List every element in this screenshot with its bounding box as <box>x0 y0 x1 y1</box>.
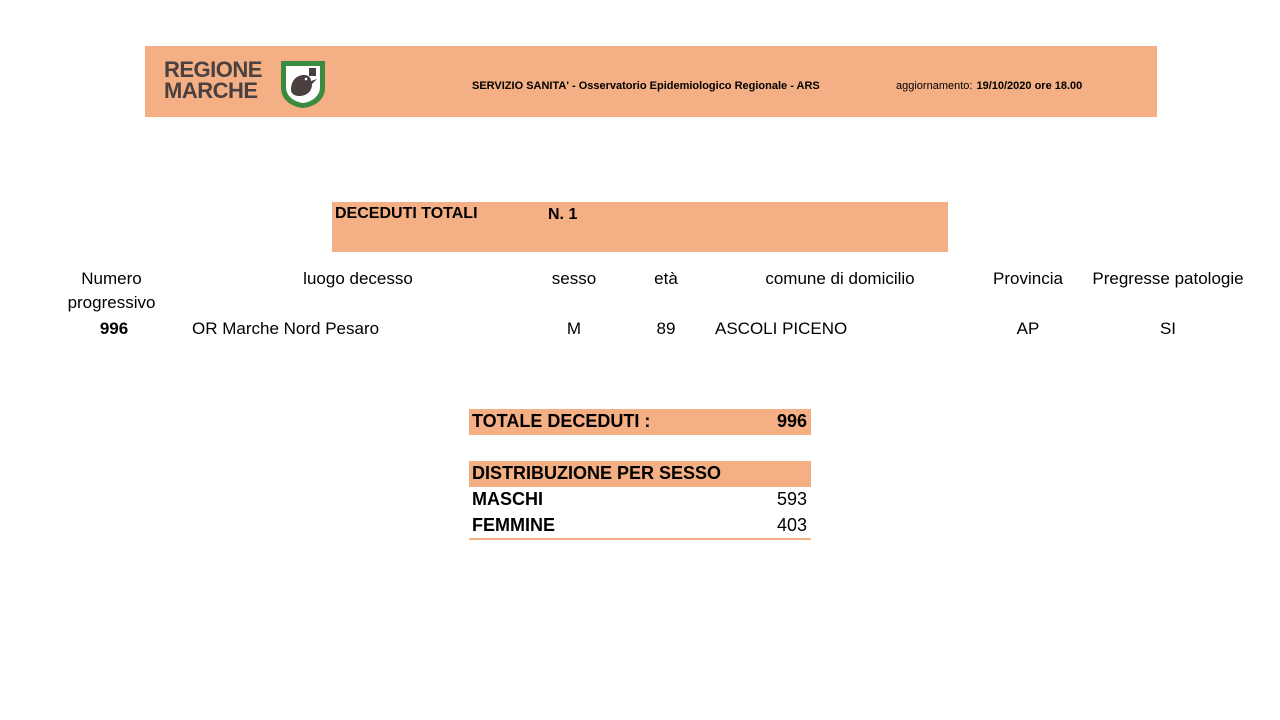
cell-eta: 89 <box>656 319 676 338</box>
cell-comune: ASCOLI PICENO <box>715 319 848 338</box>
total-deceased-value: 996 <box>776 411 807 431</box>
male-value: 593 <box>776 489 807 509</box>
distribution-underline <box>469 538 811 540</box>
female-value: 403 <box>776 515 807 535</box>
column-header-numero: Numero progressivo <box>67 269 156 312</box>
region-emblem-icon <box>278 58 328 110</box>
column-header-provincia: Provincia <box>993 269 1063 288</box>
column-header-comune: comune di domicilio <box>765 269 915 288</box>
cell-sesso: M <box>566 319 582 338</box>
deceased-total-label: DECEDUTI TOTALI <box>335 205 478 222</box>
update-label: aggiornamento: <box>896 80 973 92</box>
column-header-luogo: luogo decesso <box>303 269 413 288</box>
deceased-total-count: N. 1 <box>548 206 578 223</box>
column-header-patologie: Pregresse patologie <box>1092 269 1244 288</box>
logo-line-2: MARCHE <box>164 78 258 103</box>
total-deceased-bar <box>469 409 811 435</box>
cell-provincia: AP <box>1016 319 1040 338</box>
logo-text <box>164 59 274 101</box>
logo-line-1: REGIONE <box>164 57 262 82</box>
distribution-row-female <box>469 513 811 539</box>
cell-luogo: OR Marche Nord Pesaro <box>192 319 380 338</box>
cell-numero: 996 <box>99 319 129 338</box>
update-info <box>896 80 1082 92</box>
distribution-header <box>469 461 811 487</box>
column-header-eta: età <box>654 269 678 288</box>
male-label: MASCHI <box>472 489 543 509</box>
update-value: 19/10/2020 ore 18.00 <box>976 80 1083 92</box>
column-header-sesso: sesso <box>551 269 597 288</box>
deceased-total-box <box>332 202 948 252</box>
female-label: FEMMINE <box>472 515 555 535</box>
distribution-title: DISTRIBUZIONE PER SESSO <box>472 463 722 483</box>
distribution-row-male <box>469 487 811 513</box>
header-banner <box>145 46 1157 117</box>
service-title: SERVIZIO SANITA' - Osservatorio Epidemiologico Regionale - ARS <box>472 80 820 92</box>
cell-patologie: SI <box>1159 319 1177 338</box>
total-deceased-label: TOTALE DECEDUTI : <box>472 411 651 431</box>
